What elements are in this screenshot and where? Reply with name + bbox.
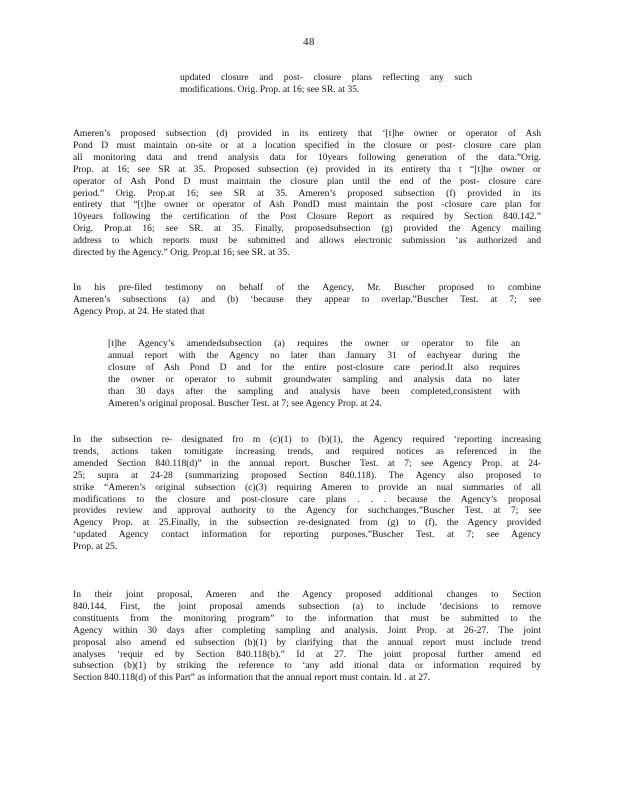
body-paragraph [73,282,541,318]
text-line: ‘updated Agency contact information for reporting purposes.”Buscher Test. at 7; see Agency [73,529,541,541]
text-line: modifications to the closure and post-closure care plans . . . because the Agency’s proposal [73,493,541,505]
text-line: analyses ‘requir ed by Section 840.118(b).” Id at 27. The joint proposal further amend ed [73,648,541,660]
text-line: updated closure and post- closure plans reflecting any such [180,72,472,83]
text-line: 840.144. First, the joint proposal amends subsection (a) to include ‘decisions to remove [73,600,541,612]
text-line: Section 840.118(d) of this Part” as information that the annual report must contain. Id . at 27. [73,672,431,684]
text-line: Ameren’s original proposal. Buscher Test. at 7; see Agency Prop. at 24. [108,397,382,409]
text-line: closure of Ash Pond D and for the entire post-closure care period.It also requires [108,361,520,373]
text-line: 25; supra at 24-28 (summarizing proposed Section 840.118). The Agency also proposed to [73,469,541,481]
text-line: entirety that “[t]he owner or operator of Ash PondD must maintain the post -closure care plan for [73,199,541,211]
text-line: Prop. at 16; see SR at 35. Proposed subsection (e) provided in its entirety tha t “[t]he owner or [73,163,541,175]
text-line: period.” Orig. Prop.at 16; see SR at 35. Ameren’s proposed subsection (f) provided in its [73,187,541,199]
body-paragraph [73,128,541,259]
text-line: operator of Ash Pond D must maintain the closure plan until the end of the post- closure care [73,175,541,187]
page-number: 48 [303,36,315,48]
text-line: amended Section 840.118(d)” in the annual report. Buscher Test. at 7; see Agency Prop. at 24- [73,457,541,469]
text-line: provides review and approval authority to the Agency for suchchanges.”Buscher Test. at 7; see [73,505,541,517]
text-line: constituents from the monitoring program” to the information that must be submitted to the [73,612,541,624]
text-line: In the subsection re- designated fro m (c)(1) to (b)(1), the Agency required ‘reporting increasing [73,434,541,445]
text-line: Orig. Prop.at 16; see SR. at 35. Finally, proposedsubsection (g) provided the Agency mailing [73,223,541,235]
text-line: In their joint proposal, Ameren and the Agency proposed additional changes to Section [73,589,541,600]
body-paragraph [180,72,472,96]
body-paragraph [73,589,541,684]
text-line: Agency Prop. at 25.Finally, in the subsection re-designated from (g) to (f), the Agency provided [73,517,541,529]
text-line: In his pre-filed testimony on behalf of the Agency, Mr. Buscher proposed to combine [73,282,541,293]
text-line: Agency within 30 days after completing sampling and analysis. Joint Prop. at 26-27. The joint [73,624,541,636]
text-line: Ameren’s subsections (a) and (b) ‘because they appear to overlap.”Buscher Test. at 7; see [73,293,541,305]
text-line: proposal also amend ed subsection (b)(1) by clarifying that the annual report must include trend [73,636,541,648]
text-line: Pond D must maintain on-site or at a location specified in the closure or post- closure care plan [73,139,541,151]
text-line: than 30 days after the sampling and analysis have been completed,consistent with [108,385,520,397]
text-line: strike “Ameren’s original subsection (c)(3) requiring Ameren to provide an nual summaries of all [73,481,541,493]
text-line: subsection (b)(1) by striking the reference to ‘any add itional data or information required by [73,660,541,672]
body-paragraph [73,434,541,553]
text-line: Agency Prop. at 24. He stated that [73,305,205,317]
text-line: 10years following the certification of the Post Closure Report as required by Section 840.142.” [73,211,541,223]
text-line: modifications. Orig. Prop. at 16; see SR. at 35. [180,83,360,95]
text-line: the owner or operator to submit groundwater sampling and analysis data no later [108,373,520,385]
block-quote [108,338,520,409]
text-line: all monitoring data and trend analysis data for 10years following generation of the data.”Orig. [73,151,541,163]
text-line: Prop. at 25. [73,541,118,553]
text-line: annual report with the Agency no later than January 31 of eachyear during the [108,349,520,361]
text-line: Ameren’s proposed subsection (d) provided in its entirety that ‘[t]he owner or operator of Ash [73,128,541,139]
text-line: trends, actions taken tomitigate increasing trends, and required notices as referenced in the [73,445,541,457]
text-line: [t]he Agency’s amendedsubsection (a) requires the owner or operator to file an [108,338,520,349]
text-line: directed by the Agency.” Orig. Prop.at 16; see SR. at 35. [73,247,290,259]
text-line: address to which reports must be submitted and allows electronic submission ‘as authorized and [73,235,541,247]
